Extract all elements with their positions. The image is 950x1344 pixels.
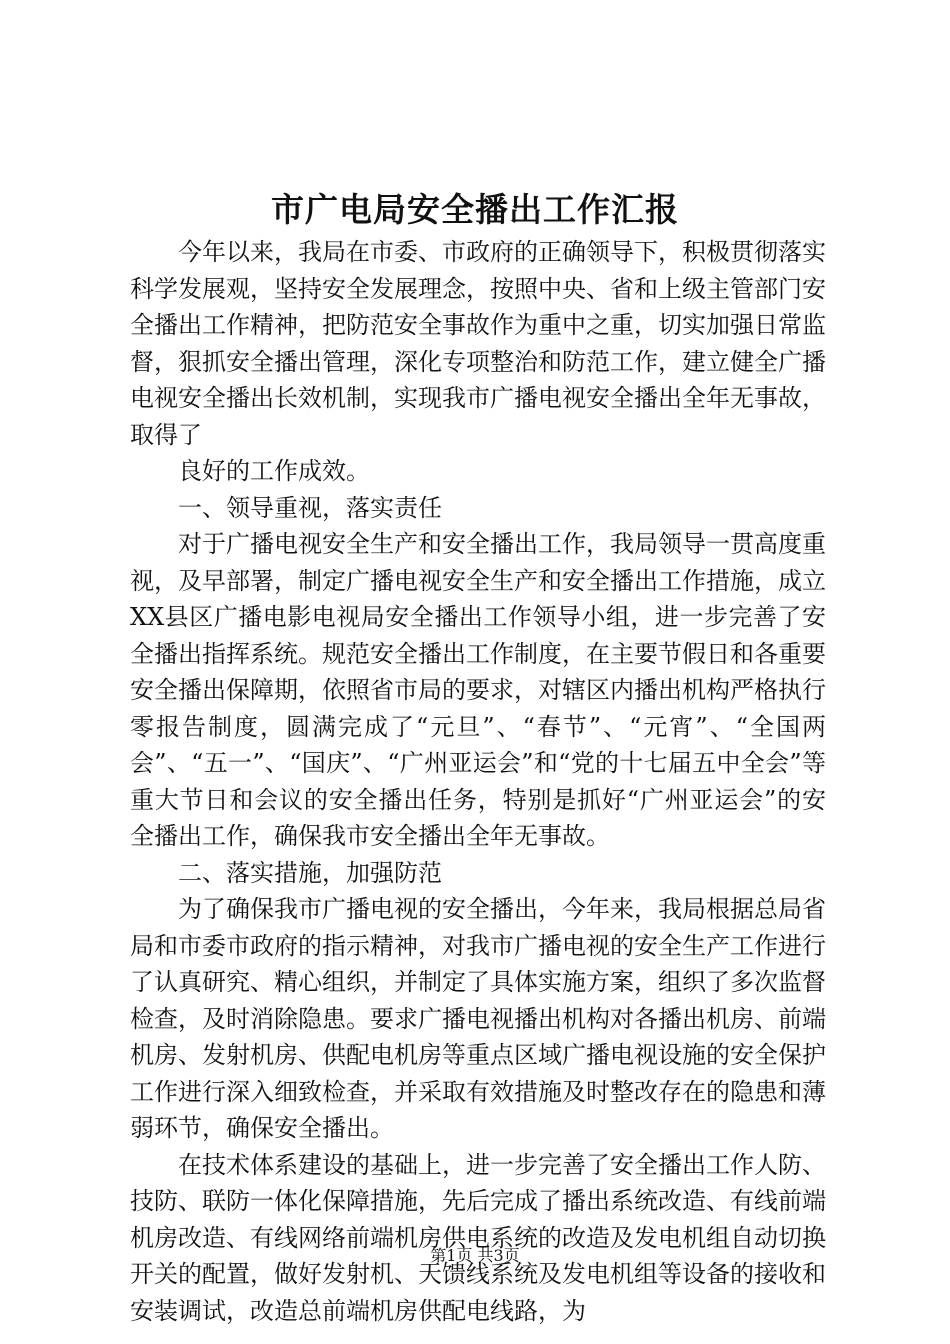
body-paragraph: 良好的工作成效。 <box>178 457 370 485</box>
body-paragraph: 对于广播电视安全生产和安全播出工作，我局领导一贯高度重视，及早部署，制定广播电视安全生产和安全播出工作措施，成立XX县区广播电影电视局安全播出工作领导小组，进一步完善了安全播出指挥系统。规范安全播出工作制度，在主要节假日和各重要安全播出保障期，依照省市局的要求，对辖区内播出机构严格执行零报告制度，圆满完成了“元旦”、“春节”、“元宵”、“全国两会”、“五一”、“国庆”、“广州亚运会”和“党的十七届五中全会”等重大节日和会议的安全播出任务，特别是抓好“广州亚运会”的安全播出工作，确保我市安全播出全年无事故。 <box>130 530 826 850</box>
section-heading: 一、领导重视，落实责任 <box>178 493 442 522</box>
body-paragraph: 今年以来，我局在市委、市政府的正确领导下，积极贯彻落实科学发展观，坚持安全发展理念，按照中央、省和上级主管部门安全播出工作精神，把防范安全事故作为重中之重，切实加强日常监督，狠抓安全播出管理，深化专项整治和防范工作，建立健全广播电视安全播出长效机制，实现我市广播电视安全播出全年无事故，取得了 <box>130 238 826 449</box>
document-title: 市广电局安全播出工作汇报 <box>271 190 679 229</box>
body-paragraph: 在技术体系建设的基础上，进一步完善了安全播出工作人防、技防、联防一体化保障措施，先后完成了播出系统改造、有线前端机房改造、有线网络前端机房供电系统的改造及发电机组自动切换开关的配置，做好发射机、天馈线系统及发电机组等设备的接收和安装调试，改造总前端机房供配电线路，为 <box>130 1150 826 1325</box>
body-paragraph: 为了确保我市广播电视的安全播出，今年来，我局根据总局省局和市委市政府的指示精神，对我市广播电视的安全生产工作进行了认真研究、精心组织，并制定了具体实施方案，组织了多次监督检查，及时消除隐患。要求广播电视播出机构对各播出机房、前端机房、发射机房、供配电机房等重点区域广播电视设施的安全保护工作进行深入细致检查，并采取有效措施及时整改存在的隐患和薄弱环节，确保安全播出。 <box>130 895 826 1142</box>
page-number-footer: 第1页 共3页 <box>430 1246 520 1265</box>
document-body <box>130 234 826 1329</box>
section-heading: 二、落实措施，加强防范 <box>178 858 442 887</box>
